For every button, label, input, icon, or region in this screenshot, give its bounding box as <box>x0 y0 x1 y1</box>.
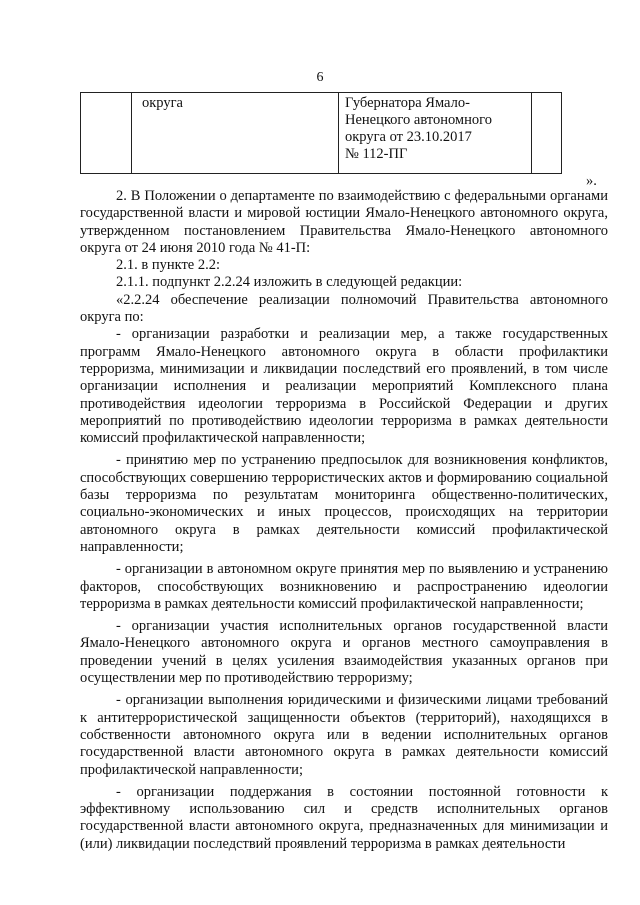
paragraph-quote-start: «2.2.24 обеспечение реализации полномочий Правительства автономного округа по: <box>80 291 608 326</box>
list-item: - принятию мер по устранению предпосылок для возникновения конфликтов, способствующих совершению террористических актов и формированию социальной базы терроризма по результатам мониторинга общественно-политических, социально-экономических и иных процессов, происходящих на территории автономного округа в рамках деятельности комиссий профилактической направленности; <box>80 452 608 555</box>
table-row <box>81 93 562 174</box>
list-item: - организации поддержания в состоянии постоянной готовности к эффективному использованию сил и средств исполнительных органов государственной власти автономного округа, предназначенных для минимизации и (или) ликвидации последствий проявлений терроризма в рамках деятельности <box>80 783 608 852</box>
table-cell-empty <box>532 93 562 174</box>
decree-line: Губернатора Ямало- <box>345 95 470 111</box>
paragraph-subitem-2-1-1: 2.1.1. подпункт 2.2.24 изложить в следующей редакции: <box>116 274 463 291</box>
decree-line: округа от 23.10.2017 <box>345 129 472 145</box>
list-item: - организации в автономном округе принятия мер по выявлению и устранению факторов, способствующих возникновению и распространению идеологии терроризма в рамках деятельности комиссий профилактической направленности; <box>80 561 608 612</box>
decree-line: № 112-ПГ <box>345 146 408 162</box>
list-item: - организации участия исполнительных органов государственной власти Ямало-Ненецкого автономного округа и органов местного самоуправления в проведении учений в целях усиления взаимодействия указанных органов при осуществлении мер по противодействию терроризму; <box>80 618 608 687</box>
list-item: - организации разработки и реализации мер, а также государственных программ Ямало-Ненецкого автономного округа в области профилактики терроризма, минимизации и ликвидации последствий его проявлений, в том числе организации исполнения и реализации мероприятий Комплексного плана противодействия идеологии терроризма в Российской Федерации и других мероприятий по противодействию идеологии терроризма в рамках деятельности комиссий профилактической направленности; <box>80 326 608 447</box>
table-cell-text: округа <box>132 93 339 174</box>
paragraph-item-2: 2. В Положении о департаменте по взаимодействию с федеральными органами государственной власти и мировой юстиции Ямало-Ненецкого автономного округа, утвержденном постановлением Правительства Ямало-Ненецкого автономного округа от 24 июня 2010 года № 41-П: <box>80 188 608 256</box>
document-body <box>80 188 608 853</box>
list-item: - организации выполнения юридическими и физическими лицами требований к антитеррористической защищенности объектов (территорий), находящихся в собственности автономного округа или в ведении исполнительных органов государственной власти автономного округа в рамках деятельности комиссий профилактической направленности; <box>80 692 608 778</box>
paragraph-subitem-2-1: 2.1. в пункте 2.2: <box>116 257 221 274</box>
continuation-table <box>80 92 562 174</box>
table-cell-empty <box>81 93 132 174</box>
page-number: 6 <box>316 70 324 85</box>
decree-line: Ненецкого автономного <box>345 112 492 128</box>
closing-quote: ». <box>586 173 597 189</box>
table-cell-decree <box>339 93 532 174</box>
